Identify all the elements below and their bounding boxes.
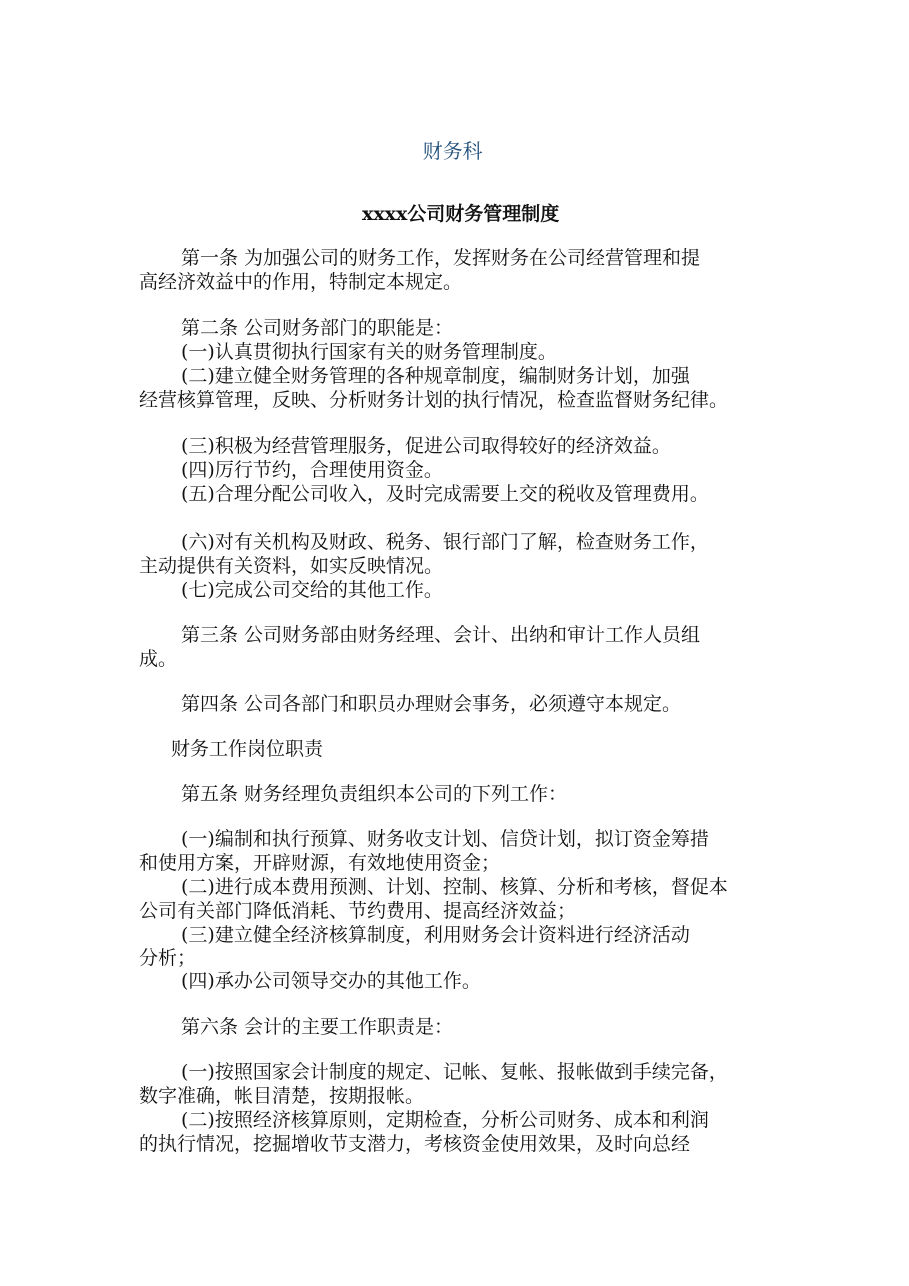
paragraph-line: 主动提供有关资料，如实反映情况。 [139,555,444,577]
section-heading: 财务工作岗位职责 [171,738,324,760]
paragraph-line: 第二条 公司财务部门的职能是： [181,317,454,339]
paragraph-line: 的执行情况，挖掘增收节支潜力，考核资金使用效果，及时向总经 [139,1133,691,1155]
paragraph-line: 第六条 会计的主要工作职责是： [181,1016,454,1038]
department-label: 财务科 [422,139,483,163]
paragraph-line: 经营核算管理，反映、分析财务计划的执行情况，检查监督财务纪律。 [139,389,729,411]
paragraph-line: 第四条 公司各部门和职员办理财会事务，必须遵守本规定。 [181,693,682,715]
paragraph-line: (六)对有关机构及财政、税务、银行部门了解，检查财务工作， [181,531,709,553]
paragraph-line: 第一条 为加强公司的财务工作，发挥财务在公司经营管理和提 [181,247,701,269]
paragraph-line: (三)积极为经营管理服务，促进公司取得较好的经济效益。 [181,435,671,457]
document-title: xxxx公司财务管理制度 [362,203,560,225]
paragraph-line: (二)按照经济核算原则，定期检查，分析公司财务、成本和利润 [181,1109,709,1131]
paragraph-line: 第五条 财务经理负责组织本公司的下列工作： [181,783,568,805]
paragraph-line: (三)建立健全经济核算制度，利用财务会计资料进行经济活动 [181,924,690,946]
paragraph-line: 公司有关部门降低消耗、节约费用、提高经济效益； [139,900,577,922]
paragraph-line: (一)认真贯彻执行国家有关的财务管理制度。 [181,341,557,363]
paragraph-line: 分析； [139,947,197,969]
paragraph-line: (四)承办公司领导交办的其他工作。 [181,970,481,992]
paragraph-line: (二)进行成本费用预测、计划、控制、核算、分析和考核，督促本 [181,876,728,898]
paragraph-line: 高经济效益中的作用，特制定本规定。 [139,271,463,293]
paragraph-line: (二)建立健全财务管理的各种规章制度，编制财务计划，加强 [181,365,690,387]
paragraph-line: 数字准确，帐目清楚，按期报帐。 [139,1085,425,1107]
paragraph-line: (五)合理分配公司收入，及时完成需要上交的税收及管理费用。 [181,483,709,505]
paragraph-line: (一)编制和执行预算、财务收支计划、信贷计划，拟订资金筹措 [181,828,709,850]
paragraph-line: 和使用方案，开辟财源，有效地使用资金； [139,852,501,874]
paragraph-line: 成。 [139,648,178,670]
paragraph-line: (四)厉行节约，合理使用资金。 [181,459,443,481]
paragraph-line: (七)完成公司交给的其他工作。 [181,579,443,601]
paragraph-line: 第三条 公司财务部由财务经理、会计、出纳和审计工作人员组 [181,624,701,646]
paragraph-line: (一)按照国家会计制度的规定、记帐、复帐、报帐做到手续完备， [181,1061,728,1083]
